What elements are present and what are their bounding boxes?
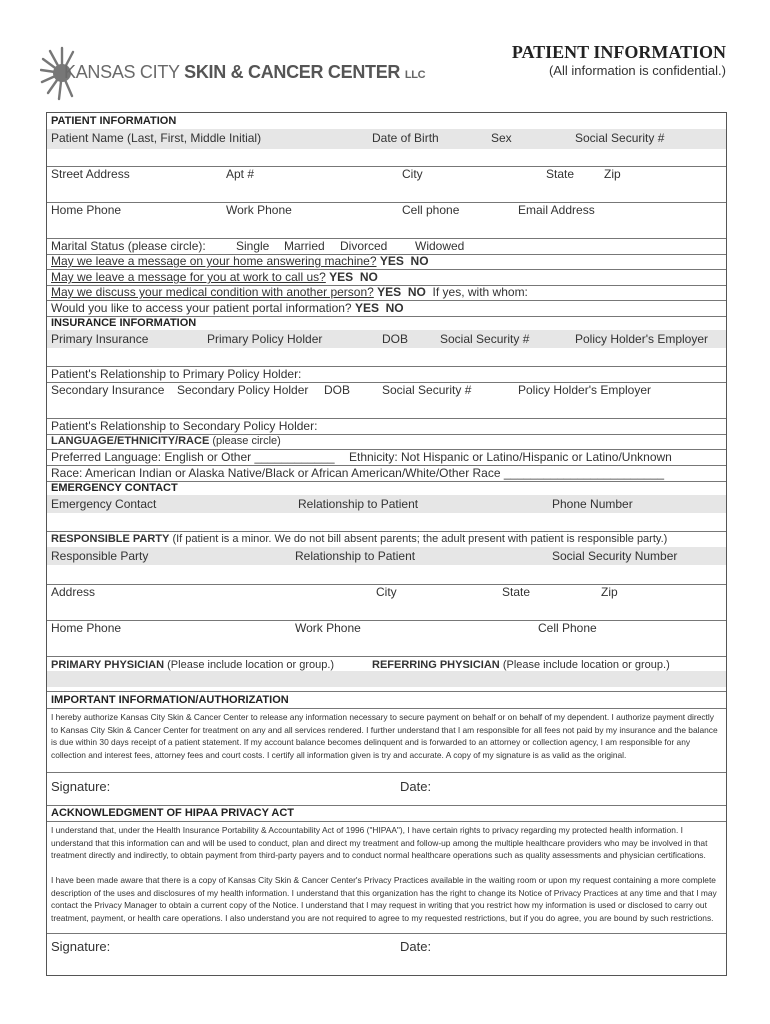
question-discuss-text: May we discuss your medical condition with another person?	[51, 285, 374, 299]
portal-yes[interactable]: YES	[354, 301, 379, 315]
primary-physician-note: (Please include location or group.)	[167, 659, 335, 671]
referring-physician-note: (Please include location or group.)	[502, 659, 670, 671]
city-field[interactable]: City	[402, 167, 423, 181]
work-yes[interactable]: YES	[329, 270, 354, 284]
ethnicity-options[interactable]: Ethnicity: Not Hispanic or Latino/Hispanic or Latino/Unknown	[349, 450, 672, 464]
home-no[interactable]: NO	[410, 254, 429, 268]
primary-ssn-field[interactable]: Social Security #	[440, 332, 530, 346]
responsible-party-field[interactable]: Responsible Party	[51, 549, 149, 563]
insurance-heading: INSURANCE INFORMATION	[51, 317, 197, 329]
language-heading	[51, 435, 281, 447]
responsible-zip-field[interactable]: Zip	[601, 585, 618, 599]
race-options[interactable]: Race: American Indian or Alaska Native/Black or African American/White/Other Race ________________________	[51, 466, 665, 480]
ssn-field[interactable]: Social Security #	[575, 131, 665, 145]
logo-text	[64, 62, 425, 83]
preferred-language-field[interactable]: Preferred Language: English or Other ____________	[51, 450, 335, 464]
responsible-state-field[interactable]: State	[502, 585, 531, 599]
responsible-work-phone-field[interactable]: Work Phone	[295, 621, 361, 635]
portal-no[interactable]: NO	[385, 301, 404, 315]
authorization-date-field[interactable]: Date:	[400, 779, 432, 794]
question-work-message	[51, 270, 378, 284]
secondary-insurance-field[interactable]: Secondary Insurance	[51, 383, 165, 397]
home-phone-field[interactable]: Home Phone	[51, 203, 122, 217]
sex-field[interactable]: Sex	[491, 131, 512, 145]
logo-text-bold: SKIN & CANCER CENTER	[184, 62, 401, 82]
question-portal-text: Would you like to access your patient portal information?	[51, 301, 352, 315]
referring-physician-field[interactable]	[372, 659, 670, 671]
marital-married[interactable]: Married	[284, 239, 325, 253]
primary-physician-label: PRIMARY PHYSICIAN	[51, 659, 165, 671]
hipaa-heading: ACKNOWLEDGMENT OF HIPAA PRIVACY ACT	[51, 807, 295, 819]
discuss-yes[interactable]: YES	[377, 285, 402, 299]
primary-insurance-field[interactable]: Primary Insurance	[51, 332, 149, 346]
work-no[interactable]: NO	[359, 270, 378, 284]
responsible-heading-note: (If patient is a minor. We do not bill absent parents; the adult present with patient is responsible party.)	[172, 533, 668, 545]
marital-widowed[interactable]: Widowed	[415, 239, 465, 253]
apt-field[interactable]: Apt #	[226, 167, 255, 181]
primary-physician-field[interactable]	[51, 659, 334, 671]
primary-relationship-field[interactable]: Patient's Relationship to Primary Policy Holder:	[51, 367, 302, 381]
responsible-heading-title: RESPONSIBLE PARTY	[51, 533, 170, 545]
responsible-address-field[interactable]: Address	[51, 585, 96, 599]
responsible-home-phone-field[interactable]: Home Phone	[51, 621, 122, 635]
authorization-heading: IMPORTANT INFORMATION/AUTHORIZATION	[51, 694, 289, 706]
secondary-dob-field[interactable]: DOB	[324, 383, 351, 397]
referring-physician-label: REFERRING PHYSICIAN	[372, 659, 500, 671]
home-yes[interactable]: YES	[379, 254, 404, 268]
primary-holder-field[interactable]: Primary Policy Holder	[207, 332, 323, 346]
cell-phone-field[interactable]: Cell phone	[402, 203, 460, 217]
primary-dob-field[interactable]: DOB	[382, 332, 409, 346]
responsible-ssn-field[interactable]: Social Security Number	[552, 549, 678, 563]
responsible-relationship-field[interactable]: Relationship to Patient	[295, 549, 416, 563]
marital-status-label: Marital Status (please circle):	[51, 239, 206, 253]
emergency-relationship-field[interactable]: Relationship to Patient	[298, 497, 419, 511]
hipaa-signature-field[interactable]: Signature:	[51, 939, 111, 954]
question-work-text: May we leave a message for you at work to call us?	[51, 270, 326, 284]
discuss-no[interactable]: NO	[407, 285, 426, 299]
logo-llc: LLC	[404, 69, 426, 81]
responsible-cell-phone-field[interactable]: Cell Phone	[538, 621, 597, 635]
state-field[interactable]: State	[546, 167, 575, 181]
discuss-whom-field[interactable]: If yes, with whom:	[432, 285, 528, 299]
patient-info-heading: PATIENT INFORMATION	[51, 115, 177, 127]
emergency-heading: EMERGENCY CONTACT	[51, 482, 178, 494]
responsible-city-field[interactable]: City	[376, 585, 397, 599]
secondary-relationship-field[interactable]: Patient's Relationship to Secondary Policy Holder:	[51, 419, 318, 433]
secondary-ssn-field[interactable]: Social Security #	[382, 383, 472, 397]
zip-field[interactable]: Zip	[604, 167, 621, 181]
hipaa-text-1: I understand that, under the Health Insurance Portability & Accountability Act of 1996 ("HIPAA"), I have certain rights to privacy regarding my protected health information. I understand that this information can and will be used to conduct, plan and direct my treatment and follow-up among the multiple healthcare providers who may be involved in that treatment directly and indirectly, to obtain payment from third-party payers and to conduct normal healthcare operations such as quality assessments and physician certifications.	[51, 825, 708, 861]
email-field[interactable]: Email Address	[518, 203, 595, 217]
dob-field[interactable]: Date of Birth	[372, 131, 439, 145]
secondary-holder-field[interactable]: Secondary Policy Holder	[177, 383, 309, 397]
question-discuss	[51, 285, 528, 299]
language-heading-note: (please circle)	[212, 435, 281, 447]
hipaa-text-2: I have been made aware that there is a copy of Kansas City Skin & Cancer Center's Privacy Practices available in the waiting room or upon my request containing a more complete description of the uses and disclosures of my health information. I understand that this organization has the right to change its Notice of Privacy Practices at any time and that I may contact the Privacy Manager to obtain a current copy of the Notice. I understand that I may request in writing that you restrict how my information is used or disclosed to carry out treatment, payment, or health care operations. I also understand you are not required to agree to my requested restrictions, but if you do agree, you are bound by such restrictions.	[51, 875, 717, 923]
logo-text-light: KANSAS CITY	[64, 62, 185, 82]
marital-divorced[interactable]: Divorced	[340, 239, 388, 253]
primary-employer-field[interactable]: Policy Holder's Employer	[575, 332, 709, 346]
page-title: PATIENT INFORMATION	[511, 42, 726, 62]
question-portal	[51, 301, 404, 315]
authorization-signature-field[interactable]: Signature:	[51, 779, 111, 794]
hipaa-date-field[interactable]: Date:	[400, 939, 432, 954]
secondary-employer-field[interactable]: Policy Holder's Employer	[518, 383, 652, 397]
page-subtitle: (All information is confidential.)	[548, 63, 726, 78]
question-home-text: May we leave a message on your home answering machine?	[51, 254, 377, 268]
patient-form	[46, 112, 727, 976]
street-address-field[interactable]: Street Address	[51, 167, 130, 181]
question-home-message	[51, 254, 429, 268]
work-phone-field[interactable]: Work Phone	[226, 203, 292, 217]
authorization-text: I hereby authorize Kansas City Skin & Cancer Center to release any information necessary to secure payment on behalf or on behalf of my dependent. I authorize payment directly to Kansas City Skin & Cancer Center for treatment on any and all services rendered. I further understand that I am responsible for all fees not paid by my insurance and the balance is due within 30 days receipt of a patient statement. If my account balance becomes delinquent and is forwarded to an attorney or collection agency, I am responsible for any collection and interest fees, attorney fees and court costs. I certify all information given is try and accurate. A copy of my signature is as valid as the original.	[51, 712, 718, 760]
patient-name-field[interactable]: Patient Name (Last, First, Middle Initial)	[51, 131, 262, 145]
emergency-phone-field[interactable]: Phone Number	[552, 497, 633, 511]
emergency-contact-field[interactable]: Emergency Contact	[51, 497, 157, 511]
language-heading-title: LANGUAGE/ETHNICITY/RACE	[51, 435, 210, 447]
responsible-heading	[51, 533, 667, 545]
marital-single[interactable]: Single	[236, 239, 270, 253]
